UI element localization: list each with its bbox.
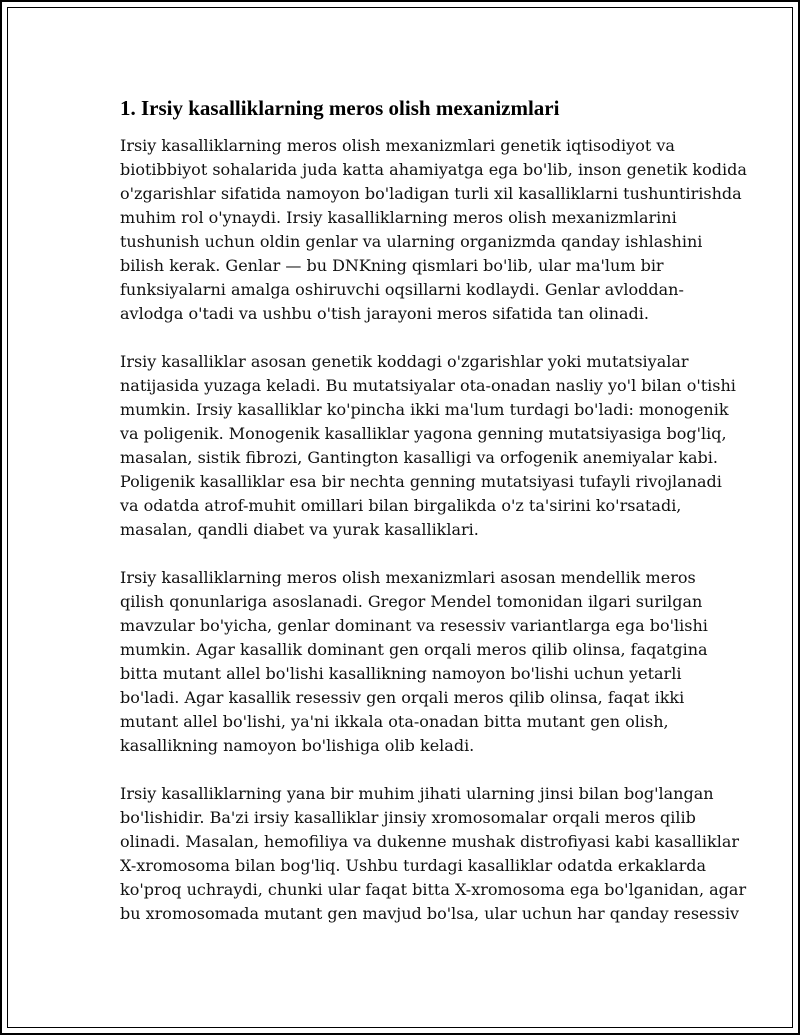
- text-line: muhim rol o'ynaydi. Irsiy kasalliklarning meros olish mexanizmlarini: [120, 208, 677, 227]
- text-line: Irsiy kasalliklarning meros olish mexanizmlari asosan mendellik meros: [120, 568, 696, 587]
- text-line: mumkin. Irsiy kasalliklar ko'pincha ikki ma'lum turdagi bo'ladi: monogenik: [120, 400, 729, 419]
- text-line: masalan, sistik fibrozi, Gantington kasalligi va orfogenik anemiyalar kabi.: [120, 448, 718, 467]
- text-line: Irsiy kasalliklarning yana bir muhim jihati ularning jinsi bilan bog'langan: [120, 784, 714, 803]
- paragraph-3: [120, 566, 708, 758]
- text-line: mavzular bo'yicha, genlar dominant va resessiv variantlarga ega bo'lishi: [120, 616, 708, 635]
- text-line: biotibbiyot sohalarida juda katta ahamiyatga ega bo'lib, inson genetik kodida: [120, 160, 747, 179]
- text-line: bitta mutant allel bo'lishi kasallikning namoyon bo'lishi uchun yetarli: [120, 664, 682, 683]
- text-line: olinadi. Masalan, hemofiliya va dukenne mushak distrofiyasi kabi kasalliklar: [120, 832, 740, 851]
- text-line: mutant allel bo'lishi, ya'ni ikkala ota-onadan bitta mutant gen olish,: [120, 712, 669, 731]
- text-line: Irsiy kasalliklarning meros olish mexanizmlari genetik iqtisodiyot va: [120, 136, 675, 155]
- section-heading: 1. Irsiy kasalliklarning meros olish mexanizmlari: [120, 96, 560, 120]
- paragraph-4: [120, 782, 747, 926]
- text-line: va poligenik. Monogenik kasalliklar yagona genning mutatsiyasiga bog'liq,: [120, 424, 727, 443]
- text-line: masalan, qandli diabet va yurak kasalliklari.: [120, 520, 479, 539]
- text-line: ko'proq uchraydi, chunki ular faqat bitta X-xromosoma ega bo'lganidan, agar: [120, 880, 747, 899]
- paragraph-2: [120, 350, 736, 542]
- text-line: Poligenik kasalliklar esa bir nechta genning mutatsiyasi tufayli rivojlanadi: [120, 472, 722, 491]
- text-line: mumkin. Agar kasallik dominant gen orqali meros qilib olinsa, faqatgina: [120, 640, 708, 659]
- text-line: o'zgarishlar sifatida namoyon bo'ladigan turli xil kasalliklarni tushuntirishda: [120, 184, 742, 203]
- document-body: [120, 94, 747, 950]
- text-line: bo'ladi. Agar kasallik resessiv gen orqali meros qilib olinsa, faqat ikki: [120, 688, 685, 707]
- text-line: bu xromosomada mutant gen mavjud bo'lsa, ular uchun har qanday resessiv: [120, 904, 740, 923]
- text-line: qilish qonunlariga asoslanadi. Gregor Mendel tomonidan ilgari surilgan: [120, 592, 703, 611]
- text-line: natijasida yuzaga keladi. Bu mutatsiyalar ota-onadan nasliy yo'l bilan o'tishi: [120, 376, 736, 395]
- text-line: tushunish uchun oldin genlar va ularning organizmda qanday ishlashini: [120, 232, 703, 251]
- text-line: funksiyalarni amalga oshiruvchi oqsillarni kodlaydi. Genlar avloddan-: [120, 280, 684, 299]
- text-line: bo'lishidir. Ba'zi irsiy kasalliklar jinsiy xromosomalar orqali meros qilib: [120, 808, 696, 827]
- text-line: avlodga o'tadi va ushbu o'tish jarayoni meros sifatida tan olinadi.: [120, 304, 649, 323]
- text-line: X-xromosoma bilan bog'liq. Ushbu turdagi kasalliklar odatda erkaklarda: [120, 856, 707, 875]
- text-line: kasallikning namoyon bo'lishiga olib keladi.: [120, 736, 475, 755]
- text-line: Irsiy kasalliklar asosan genetik koddagi o'zgarishlar yoki mutatsiyalar: [120, 352, 689, 371]
- text-line: bilish kerak. Genlar — bu DNKning qismlari bo'lib, ular ma'lum bir: [120, 256, 664, 275]
- text-line: va odatda atrof-muhit omillari bilan birgalikda o'z ta'sirini ko'rsatadi,: [120, 496, 682, 515]
- paragraph-1: [120, 134, 747, 326]
